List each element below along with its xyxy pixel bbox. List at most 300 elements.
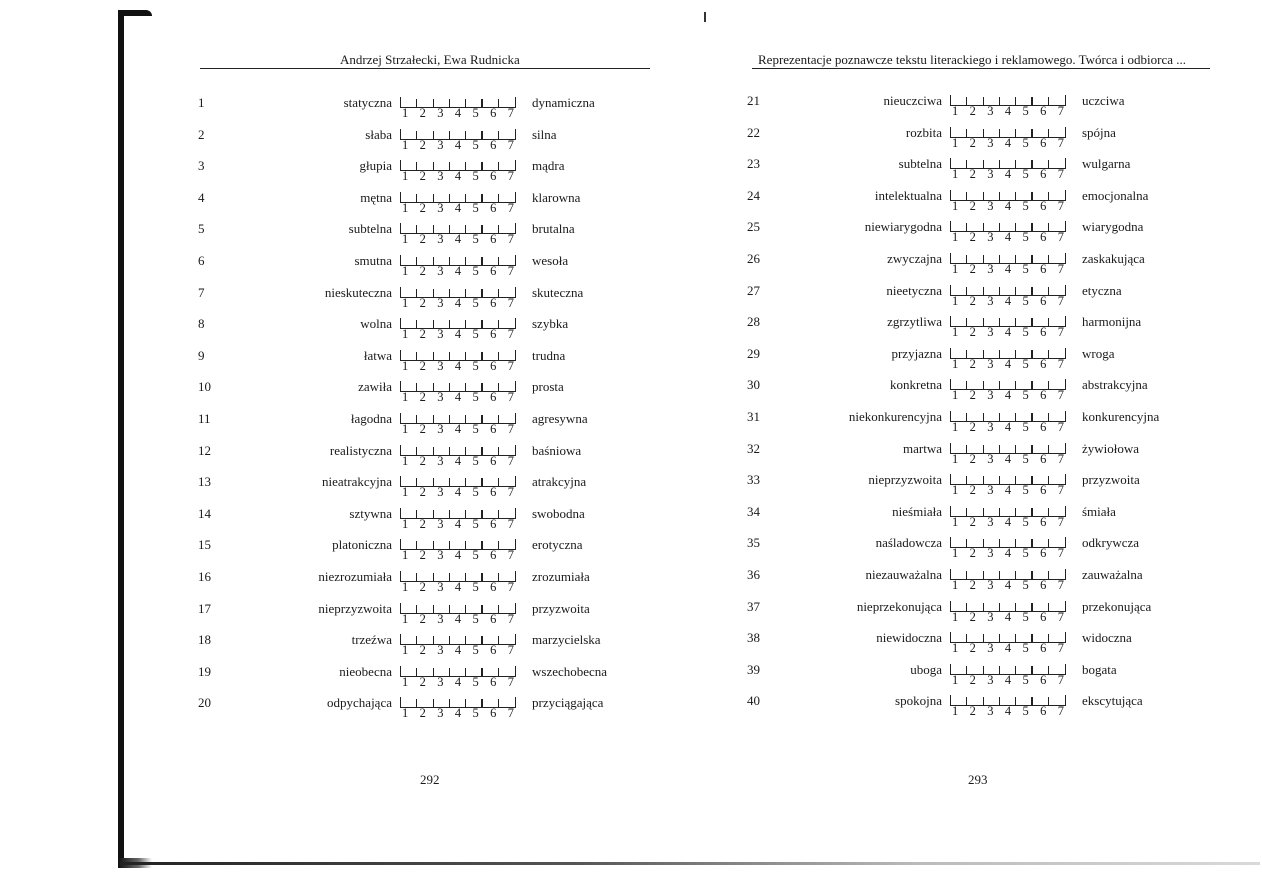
right-pole-adjective: przekonująca	[1082, 598, 1152, 614]
scale-digit: 3	[437, 200, 444, 215]
scale-digit: 6	[1040, 167, 1047, 182]
scale-digit: 6	[1040, 198, 1047, 213]
scale-digit: 5	[1022, 546, 1029, 561]
scale-digit: 5	[472, 611, 479, 626]
scale-digit: 6	[1040, 293, 1047, 308]
item-number: 6	[198, 253, 205, 268]
right-pole-adjective: marzycielska	[532, 632, 601, 648]
item-number: 14	[198, 505, 211, 521]
left-pole-adjective: spokojna	[895, 693, 942, 709]
scale-digits	[402, 548, 514, 563]
right-pole-adjective: przyzwoita	[1082, 472, 1140, 488]
scale-digit: 1	[952, 483, 959, 498]
scale-digit: 1	[402, 706, 409, 721]
scale-digits	[952, 546, 1064, 561]
scale-digit: 3	[987, 641, 994, 656]
left-pole-adjective: trzeźwa	[351, 632, 392, 648]
scale-digit: 4	[454, 106, 462, 120]
scale-digit: 3	[987, 514, 994, 529]
scale-row	[700, 535, 1220, 565]
seven-point-scale	[950, 567, 1066, 597]
scale-digits	[952, 230, 1064, 245]
scale-row	[700, 156, 1220, 186]
left-pole-adjective: konkretna	[890, 377, 942, 393]
scale-digit: 7	[507, 674, 514, 689]
scale-digits	[402, 580, 514, 595]
scale-digit: 5	[472, 548, 479, 563]
scale-row	[150, 632, 670, 662]
scale-digit: 1	[402, 485, 409, 500]
left-pole-adjective: naśladowcza	[875, 535, 942, 551]
scale-digit: 3	[987, 672, 994, 687]
scale-digit: 4	[454, 548, 462, 563]
scale-digit: 5	[1022, 167, 1029, 182]
right-pole-adjective: mądra	[532, 158, 565, 174]
scale-digit: 7	[507, 643, 514, 658]
seven-point-scale	[400, 379, 516, 409]
scale-digit: 1	[952, 230, 959, 245]
page-number-right: 293	[968, 772, 988, 787]
scale-row	[150, 601, 670, 631]
scale-digit: 5	[472, 327, 479, 342]
scale-digit: 6	[1040, 514, 1047, 529]
scale-digit: 2	[419, 295, 426, 310]
left-pole-adjective: nieetyczna	[886, 282, 942, 298]
scale-digit: 2	[419, 232, 426, 247]
scale-digit: 3	[987, 325, 994, 340]
item-number: 9	[198, 347, 205, 363]
scale-digit: 7	[507, 390, 514, 405]
scale-digit: 5	[472, 358, 479, 373]
right-pole-adjective: wesoła	[532, 253, 569, 268]
book-spine-edge	[118, 10, 152, 868]
left-pole-adjective: odpychająca	[327, 695, 392, 711]
scale-digit: 1	[402, 106, 409, 120]
scale-digits	[952, 452, 1064, 467]
item-number: 2	[198, 126, 205, 142]
left-pole-adjective: wolna	[360, 316, 392, 332]
scale-digit: 5	[1022, 704, 1029, 719]
scale-digit: 5	[472, 516, 479, 531]
scale-digit: 4	[1004, 609, 1012, 624]
item-number: 33	[747, 472, 760, 488]
right-pole-adjective: ekscytująca	[1082, 693, 1143, 709]
scale-row	[700, 93, 1220, 123]
left-pole-adjective: niewiarygodna	[864, 219, 942, 235]
scale-digit: 4	[454, 643, 462, 658]
item-number: 26	[747, 251, 760, 266]
right-pole-adjective: przyzwoita	[532, 600, 590, 616]
item-number: 22	[747, 124, 760, 140]
scale-digit: 4	[1004, 578, 1012, 592]
scale-digit: 5	[1022, 578, 1029, 592]
scale-digit: 3	[437, 643, 444, 658]
scale-digit: 2	[419, 327, 426, 342]
item-number: 21	[747, 93, 760, 108]
scale-digit: 4	[454, 674, 462, 689]
item-number: 10	[198, 379, 211, 395]
scale-digit: 6	[490, 580, 497, 594]
scale-digit: 6	[490, 516, 497, 531]
scale-digit: 1	[402, 422, 409, 436]
scale-digit: 7	[507, 295, 514, 310]
right-pole-adjective: prosta	[532, 379, 564, 395]
seven-point-scale	[400, 95, 516, 125]
seven-point-scale	[950, 346, 1066, 376]
right-page	[700, 0, 1220, 894]
scale-row	[700, 504, 1220, 534]
scale-digit: 6	[490, 232, 497, 247]
seven-point-scale	[950, 409, 1066, 439]
right-pole-adjective: śmiała	[1082, 503, 1116, 519]
scale-digit: 6	[490, 643, 497, 658]
scale-digit: 3	[437, 611, 444, 626]
left-pole-adjective: nieprzyzwoita	[318, 600, 392, 616]
scale-digit: 3	[987, 546, 994, 561]
scale-digit: 5	[472, 264, 479, 278]
scale-digit: 5	[472, 706, 479, 721]
scale-digit: 4	[1004, 135, 1012, 150]
scale-digit: 4	[454, 485, 462, 500]
scale-digit: 1	[952, 388, 959, 403]
scale-row	[700, 630, 1220, 660]
right-pole-adjective: spójna	[1082, 124, 1116, 140]
scale-digit: 6	[490, 264, 497, 278]
scale-digit: 3	[987, 167, 994, 182]
scale-row	[150, 379, 670, 409]
scale-digit: 3	[437, 453, 444, 468]
scale-digit: 2	[969, 230, 976, 245]
right-pole-adjective: erotyczna	[532, 537, 583, 553]
scale-digit: 3	[437, 137, 444, 152]
scale-digits	[402, 232, 514, 247]
scale-digit: 5	[1022, 388, 1029, 403]
scale-digit: 1	[402, 390, 409, 405]
scale-digits	[952, 167, 1064, 182]
scale-digit: 3	[987, 704, 994, 719]
scale-digit: 4	[454, 611, 462, 626]
scale-row	[700, 377, 1220, 407]
scale-digit: 1	[952, 167, 959, 182]
scale-digit: 7	[1057, 135, 1064, 150]
right-pole-adjective: zaskakująca	[1082, 251, 1145, 266]
scale-digits	[402, 390, 514, 405]
right-pole-adjective: skuteczna	[532, 284, 584, 300]
seven-point-scale	[950, 93, 1066, 123]
scale-digit: 4	[1004, 483, 1012, 498]
scale-row	[150, 158, 670, 188]
running-head-left: Andrzej Strzałecki, Ewa Rudnicka	[340, 52, 520, 67]
item-number: 11	[198, 411, 211, 426]
scale-digit: 6	[1040, 420, 1047, 434]
seven-point-scale	[950, 662, 1066, 692]
scale-digit: 4	[1004, 514, 1012, 529]
scale-digit: 1	[952, 641, 959, 656]
scale-digit: 1	[952, 356, 959, 371]
scale-digit: 7	[1057, 578, 1064, 592]
right-pole-adjective: uczciwa	[1082, 93, 1125, 108]
scale-digit: 1	[952, 546, 959, 561]
left-page	[150, 0, 670, 894]
seven-point-scale	[400, 506, 516, 536]
scale-digit: 6	[490, 611, 497, 626]
left-pole-adjective: nieuczciwa	[883, 93, 942, 108]
scale-digit: 1	[402, 643, 409, 658]
scale-digit: 2	[969, 420, 976, 434]
scale-row	[150, 95, 670, 125]
left-pole-adjective: subtelna	[898, 156, 942, 172]
left-pole-adjective: niezauważalna	[865, 567, 942, 582]
scale-digit: 6	[1040, 546, 1047, 561]
scale-digit: 2	[419, 580, 426, 594]
scale-digit: 1	[402, 611, 409, 626]
scale-digit: 2	[969, 704, 976, 719]
scale-digit: 4	[454, 295, 462, 310]
scale-digit: 7	[1057, 104, 1064, 118]
right-pole-adjective: odkrywcza	[1082, 535, 1140, 551]
scale-digit: 2	[419, 390, 426, 405]
right-pole-adjective: harmonijna	[1082, 314, 1142, 330]
scale-digit: 2	[419, 643, 426, 658]
left-pole-adjective: rozbita	[905, 124, 942, 140]
right-pole-adjective: wulgarna	[1082, 156, 1131, 172]
scale-digit: 2	[419, 516, 426, 531]
scale-digit: 6	[1040, 672, 1047, 687]
scale-digit: 7	[507, 169, 514, 184]
scale-digit: 2	[419, 264, 426, 278]
spine-dark-edge	[118, 10, 124, 868]
scale-row	[150, 411, 670, 441]
scale-row	[700, 693, 1220, 723]
item-number: 24	[747, 187, 760, 203]
scale-digit: 6	[490, 548, 497, 563]
scale-digit: 7	[507, 611, 514, 626]
left-pole-adjective: sztywna	[349, 505, 392, 521]
scale-digit: 7	[507, 232, 514, 247]
scale-digit: 5	[1022, 672, 1029, 687]
scale-digit: 2	[969, 198, 976, 213]
scale-digit: 1	[402, 674, 409, 689]
right-pole-adjective: brutalna	[532, 221, 575, 237]
scale-digit: 7	[507, 580, 514, 594]
left-pole-adjective: intelektualna	[874, 187, 942, 203]
scale-digit: 7	[507, 422, 514, 436]
right-pole-adjective: wszechobecna	[532, 663, 608, 679]
seven-point-scale	[950, 441, 1066, 471]
scale-digit: 2	[969, 104, 976, 118]
scale-digit: 3	[437, 295, 444, 310]
scale-digit: 5	[1022, 135, 1029, 150]
seven-point-scale	[950, 314, 1066, 344]
scale-digit: 4	[454, 453, 462, 468]
left-pole-adjective: subtelna	[348, 221, 392, 237]
left-pole-adjective: zgrzytliwa	[887, 314, 942, 330]
scale-digit: 7	[507, 106, 514, 120]
scale-digit: 2	[969, 356, 976, 371]
scale-digit: 3	[987, 451, 994, 466]
seven-point-scale	[400, 348, 516, 378]
scale-digits	[402, 612, 514, 627]
scale-digit: 2	[419, 611, 426, 626]
scale-digit: 2	[969, 483, 976, 498]
scale-digit: 2	[969, 262, 976, 276]
item-number: 39	[747, 661, 760, 677]
right-pole-adjective: atrakcyjna	[532, 474, 587, 490]
scale-digit: 6	[490, 706, 497, 721]
scale-digit: 5	[472, 200, 479, 215]
scale-digits	[952, 673, 1064, 688]
scale-row	[700, 567, 1220, 597]
scale-digits	[402, 296, 514, 311]
scale-digit: 4	[1004, 672, 1012, 687]
scale-digit: 3	[987, 135, 994, 150]
scale-digit: 1	[402, 169, 409, 184]
scale-digit: 2	[419, 548, 426, 563]
scale-digit: 7	[1057, 641, 1064, 656]
scale-row	[700, 283, 1220, 313]
scale-digit: 3	[987, 262, 994, 276]
item-number: 15	[198, 537, 211, 553]
scale-digit: 7	[1057, 388, 1064, 403]
item-number: 31	[747, 409, 760, 424]
scale-digit: 7	[1057, 672, 1064, 687]
scale-digit: 6	[1040, 388, 1047, 403]
scale-digits	[402, 106, 514, 121]
scale-digit: 3	[437, 485, 444, 500]
scale-digits	[952, 420, 1064, 435]
item-number: 18	[198, 632, 211, 648]
scale-digit: 5	[1022, 609, 1029, 624]
scale-digit: 3	[437, 548, 444, 563]
right-pole-adjective: wroga	[1082, 345, 1115, 361]
scale-digit: 4	[454, 706, 462, 721]
seven-point-scale	[400, 190, 516, 220]
scale-digit: 5	[1022, 198, 1029, 213]
scale-digit: 1	[952, 420, 959, 434]
seven-point-scale	[400, 158, 516, 188]
scale-digit: 1	[402, 137, 409, 152]
seven-point-scale	[950, 599, 1066, 629]
scale-digit: 3	[987, 388, 994, 403]
scale-digit: 5	[1022, 514, 1029, 529]
scale-digits	[402, 643, 514, 658]
left-pole-adjective: łagodna	[350, 411, 392, 426]
scale-row	[150, 127, 670, 157]
scale-row	[150, 506, 670, 536]
scale-digit: 4	[1004, 546, 1012, 561]
seven-point-scale	[950, 377, 1066, 407]
right-pole-adjective: trudna	[532, 347, 566, 363]
scale-digit: 7	[507, 453, 514, 468]
right-pole-adjective: abstrakcyjna	[1082, 377, 1148, 393]
seven-point-scale	[400, 632, 516, 662]
scale-digit: 3	[437, 580, 444, 594]
scale-digit: 6	[490, 422, 497, 436]
scale-digit: 5	[472, 390, 479, 405]
scale-row	[150, 253, 670, 283]
scale-digit: 1	[402, 358, 409, 373]
scale-digit: 5	[1022, 230, 1029, 245]
scale-digits	[402, 169, 514, 184]
left-pole-adjective: przyjazna	[891, 345, 942, 361]
scale-digit: 1	[402, 548, 409, 563]
seven-point-scale	[950, 156, 1066, 186]
left-pole-adjective: słaba	[365, 126, 392, 142]
scale-row	[150, 348, 670, 378]
scale-digit: 7	[507, 706, 514, 721]
right-pole-adjective: etyczna	[1082, 282, 1122, 298]
scale-digit: 5	[472, 422, 479, 436]
scale-digits	[402, 454, 514, 469]
scale-digit: 3	[987, 230, 994, 245]
scale-digit: 3	[437, 516, 444, 531]
scale-digit: 2	[969, 578, 976, 592]
scale-digit: 6	[490, 485, 497, 500]
scale-digit: 6	[1040, 483, 1047, 498]
scale-digit: 2	[969, 325, 976, 340]
scale-digits	[952, 483, 1064, 498]
scale-digit: 3	[437, 327, 444, 342]
scale-digits	[952, 610, 1064, 625]
scale-digit: 2	[419, 422, 426, 436]
scale-digit: 7	[1057, 420, 1064, 434]
scale-digit: 7	[1057, 483, 1064, 498]
scale-digit: 2	[419, 706, 426, 721]
scale-digit: 3	[987, 578, 994, 592]
scale-digits	[952, 641, 1064, 656]
left-pole-adjective: statyczna	[343, 95, 392, 110]
seven-point-scale	[400, 601, 516, 631]
scale-row	[700, 441, 1220, 471]
scale-digit: 7	[507, 327, 514, 342]
right-pole-adjective: baśniowa	[532, 442, 582, 458]
item-number: 35	[747, 535, 760, 551]
scale-digit: 6	[1040, 451, 1047, 466]
scale-digit: 3	[987, 356, 994, 371]
scale-digit: 4	[1004, 325, 1012, 340]
scale-digit: 7	[507, 264, 514, 278]
scale-digit: 2	[419, 106, 426, 120]
scale-digit: 4	[454, 580, 462, 594]
scale-digit: 5	[472, 169, 479, 184]
scale-digit: 4	[1004, 451, 1012, 466]
scale-digits	[952, 294, 1064, 309]
scale-digit: 6	[1040, 609, 1047, 624]
right-pole-adjective: emocjonalna	[1082, 187, 1149, 203]
scale-digit: 5	[472, 106, 479, 120]
scale-digit: 2	[419, 169, 426, 184]
scale-digit: 2	[969, 514, 976, 529]
scale-digit: 4	[1004, 420, 1012, 434]
scale-digit: 2	[969, 293, 976, 308]
scale-digit: 1	[402, 264, 409, 278]
scale-row	[150, 285, 670, 315]
item-number: 1	[198, 95, 205, 110]
scale-digit: 7	[1057, 356, 1064, 371]
seven-point-scale	[400, 253, 516, 283]
scale-digits	[952, 262, 1064, 277]
scale-digit: 7	[1057, 262, 1064, 276]
scale-digit: 2	[969, 609, 976, 624]
seven-point-scale	[400, 537, 516, 567]
scale-digit: 5	[1022, 356, 1029, 371]
scale-digit: 7	[1057, 451, 1064, 466]
scale-digit: 2	[419, 200, 426, 215]
scale-digit: 6	[1040, 135, 1047, 150]
item-number: 5	[198, 221, 205, 237]
scale-digit: 4	[454, 264, 462, 278]
scale-row	[150, 316, 670, 346]
